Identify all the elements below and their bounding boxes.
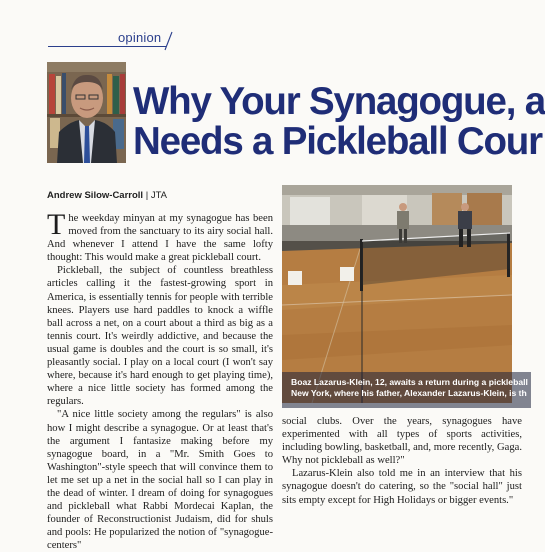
- photo-caption-line-1: Boaz Lazarus-Klein, 12, awaits a return during a pickleball: [291, 377, 528, 387]
- section-label[interactable]: opinion: [118, 30, 162, 45]
- section-slash-icon: [163, 31, 175, 51]
- byline-separator: |: [143, 190, 151, 201]
- pickleball-photo: [282, 185, 512, 403]
- paragraph-2: Pickleball, the subject of countless breathless articles calling it the fastest-growing sport in America, is essentially tennis for people with terrible knees. Players use hard paddles to knock a wiffle ball across a net, on a court about a third as big as a tennis court. It's weirdly addictive, and because the usual game is doubles and the court is so small, it's pleasantly social. I play on a local court (I won't say where, because it's hard enough to get playing time), where a nice little society has formed among the regulars.: [47, 265, 273, 408]
- paragraph-1: [47, 208, 273, 264]
- byline-outlet: JTA: [150, 190, 168, 201]
- paragraph-3: "A nice little society among the regulars" is also how I might describe a synagogue. Or at least that's the argument I fantasize making before my synagogue board, in a "Mr. Smith Goes to Washington"-style speech that will convince them to let me set up a net in the social hall so I can play in the dead of winter. I dream of doing for synagogues and pickleball what Rabbi Mordecai Kaplan, the founder of Reconstructionist Judaism, did for shuls and pools: He popularized the notion of "synagogue-centers": [47, 409, 273, 552]
- drop-cap: T: [47, 208, 66, 241]
- photo-caption-line-2: New York, where his father, Alexander Lazarus-Klein, is th: [291, 388, 527, 398]
- headline-line-2: Needs a Pickleball Cour: [133, 120, 542, 163]
- author-photo: [47, 62, 126, 163]
- right-paragraph-2: Lazarus-Klein also told me in an interview that his synagogue doesn't do catering, so the "social hall" just sits empty except for High Holidays or bigger events.": [282, 468, 522, 506]
- article-column-left: [47, 208, 273, 552]
- paragraph-1-text: he weekday minyan at my synagogue has been moved from the sanctuary to its airy social hall. And whenever I attend I have the same lofty thought: This would make a great pickleball court.: [47, 213, 273, 264]
- byline-author[interactable]: Andrew Silow-Carroll: [47, 190, 144, 201]
- photo-caption: [282, 372, 531, 408]
- headline: [133, 80, 545, 163]
- headline-line-1: Why Your Synagogue, a: [133, 80, 545, 123]
- section-rule: [48, 46, 166, 47]
- byline: [47, 190, 167, 201]
- article-column-right: [282, 415, 522, 512]
- right-paragraph-1: social clubs. Over the years, synagogues have experimented with all types of sports activities, including bowling, basketball, and, more recently, Gaga. Why not pickleball as well?": [282, 416, 522, 467]
